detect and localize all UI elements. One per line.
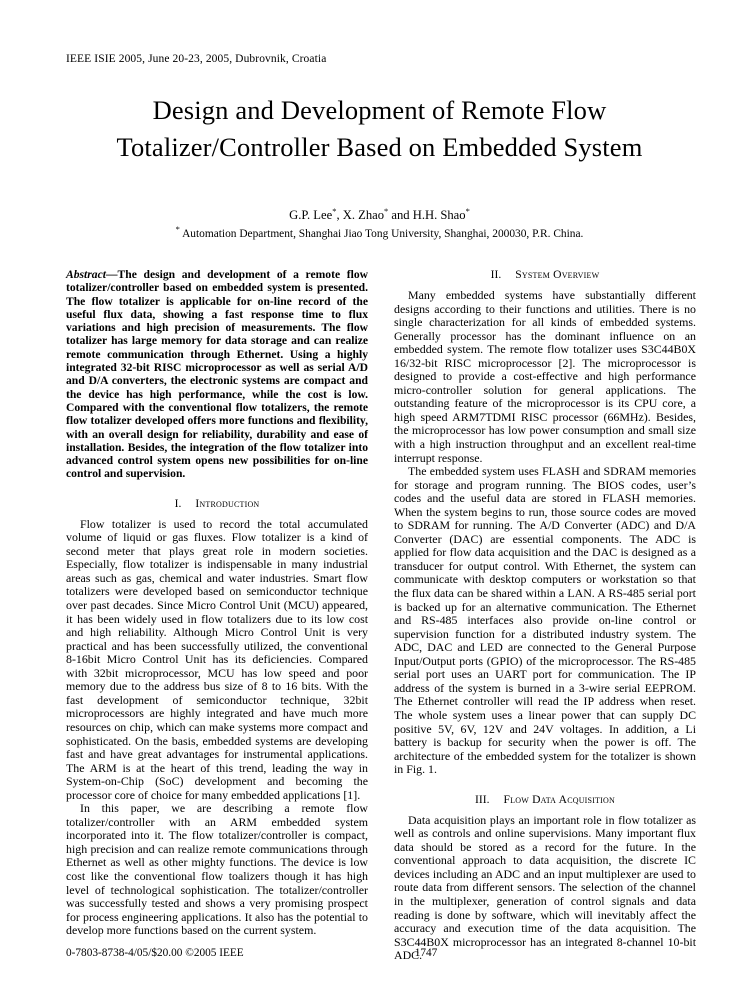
- conference-header: IEEE ISIE 2005, June 20-23, 2005, Dubrovnik, Croatia: [66, 53, 327, 65]
- author-list: [66, 207, 693, 223]
- author-name-2: , X. Zhao: [336, 208, 385, 222]
- paragraph: The embedded system uses FLASH and SDRAM memories for storage and program running. The BIOS codes, user’s codes and the useful data are stored in FLASH memories. When the system begins to run, those source codes are moved to SDRAM for running. The A/D Converter (ADC) and D/A Converter (DAC) are essential components. The ADC is applied for flow data acquisition and the DAC is designed as a transducer for output control. With Ethernet, the system can communicate with desktop computers or workstation so that the flux data can be shared within a LAN. A RS-485 serial port is backed up for an alternative communication. The Ethernet and RS-485 interfaces also provide on-line control or supervision function for a distributed industry system. The ADC, DAC and LED are connected to the General Purpose Input/Output ports (GPIO) of the microprocessor. The RS-485 serial port uses an UART port for communication. The IP address of the system is burned in a 3-wire serial EEPROM. The Ethernet controller will read the IP address when reset. The whole system uses a linear power that can supply DC positive 5V, 6V, 12V and 24V voltages. In addition, a Li battery is backup for security when the power is off. The architecture of the embedded system for the totalizer is shown in Fig. 1.: [394, 464, 696, 777]
- affiliation-marker-icon: *: [175, 224, 180, 235]
- abstract-text: The design and development of a remote flow totalizer/controller based on embedded system is presented. The flow totalizer is applicable for on-line record of the useful flux data, showing a fast response time to flux variations and high precision of measurements. The flow totalizer has large memory for data storage and can realize remote communication through Ethernet. Using a highly integrated 32-bit RISC microprocessor as well as serial A/D and D/A converters, the electronic systems are compact and the device has high performance, while the cost is low. Compared with the conventional flow totalizers, the remote flow totalizer developed offers more functions and flexibility, with an overall design for reliability, durability and ease of installation. Besides, the integration of the flow totalizer into advanced control system opens new possibilities for on-line control and supervision.: [66, 268, 368, 481]
- author-name-1: G.P. Lee: [289, 208, 333, 222]
- title-line-2: Totalizer/Controller Based on Embedded System: [116, 132, 643, 162]
- author-name-3: and H.H. Shao: [388, 208, 466, 222]
- paragraph: In this paper, we are describing a remote flow totalizer/controller with an ARM embedded system incorporated into it. The flow totalizer/controller is compact, high precision and can realize remote communications through Ethernet as well as other mighty functions. The device is low cost like the conventional flow toalizers though it has high level of technological sophistication. The totalizer/controller was successfully tested and shows a very promising prospect for process engineering applications. It also has the potential to develop more functions based on the current system.: [66, 801, 368, 938]
- page-number: 1747: [414, 947, 438, 959]
- abstract-paragraph: [66, 268, 368, 481]
- section-title: Flow Data Acquisition: [503, 792, 615, 806]
- section-title: System Overview: [515, 268, 600, 281]
- copyright-notice: 0-7803-8738-4/05/$20.00 ©2005 IEEE: [66, 947, 244, 959]
- author-affiliation-marker-1: *: [332, 205, 337, 216]
- section-heading-flow-data-acquisition: [394, 793, 696, 807]
- section-heading-system-overview: [394, 268, 696, 282]
- paragraph: Flow totalizer is used to record the total accumulated volume of liquid or gas fluxes. Flow totalizer is a kind of second meter that plays great role in modern societies. Especially, flow totalizer is indispensable in many industrial areas such as gas, chemical and water industries. Smart flow totalizers were developed based on semiconductor technique over past decades. Since Micro Control Unit (MCU) appeared, it has been widely used in flow totalizers due to its low cost and high reliability. Although Micro Control Unit is very practical and has been successfully utilized, the conventional 8-16bit Micro Control Unit has its deficiencies. Compared with 32bit microprocessor, MCU has low speed and poor memory due to the address bus size of 8 to 16 bits. With the fast development of semiconductor technique, 32bit microprocessors are highly integrated and have much more resources on chip, which can make systems more compact and sophisticated. On the basis, embedded systems are developing fast and have great advantages for instrumental applications. The ARM is at the heart of this trend, leading the way in System-on-Chip (SoC) development and becoming the processor core of choice for many embedded applications [1].: [66, 516, 368, 802]
- paragraph: Data acquisition plays an important role in flow totalizer as well as controls and online supervisions. Many important flux data should be stored as a record for the future. In the conventional approach to data acquisition, the discrete IC devices including an ADC and an input multiplexer are used to route data from different sensors. The selection of the channel in the multiplexer, generation of control signals and data reading is done by software, which will inevitably affect the accuracy and execution time of the data acquisition. The S3C44B0X microprocessor has an integrated 8-channel 10-bit ADC.: [394, 812, 696, 963]
- section-number: III.: [475, 792, 490, 806]
- title-line-1: Design and Development of Remote Flow: [152, 95, 607, 125]
- right-column: [394, 268, 696, 963]
- paragraph: Many embedded systems have substantially different designs according to their functions and utilities. There is no single characterization for all kinds of embedded systems. Generally processor has the dominant influence on an embedded system. The remote flow totalizer uses S3C44B0X 16/32-bit RISC microprocessor [2]. The microprocessor is designed to provide a cost-effective and high performance micro-controller solution for general applications. The outstanding feature of the microprocessor is its CPU core, a high speed ARM7TDMI RISC processor (66MHz). Besides, the microprocessor has low power consumption and small size with a high instruction throughput and an excellent real-time interrupt response.: [394, 288, 696, 465]
- section-number: II.: [490, 268, 502, 281]
- page-title: [84, 92, 675, 166]
- author-affiliation-marker-3: *: [465, 205, 470, 216]
- section-title: Introduction: [195, 496, 260, 510]
- section-number: I.: [174, 496, 182, 510]
- abstract-label: Abstract—: [66, 268, 118, 281]
- page-footer: [66, 946, 693, 960]
- left-column: [66, 268, 368, 963]
- author-affiliation-marker-2: *: [384, 205, 389, 216]
- affiliation-text: Automation Department, Shanghai Jiao Tong University, Shanghai, 200030, P.R. China.: [182, 228, 584, 240]
- author-affiliation: [66, 224, 693, 242]
- section-heading-introduction: [66, 497, 368, 511]
- two-column-body: [66, 268, 696, 963]
